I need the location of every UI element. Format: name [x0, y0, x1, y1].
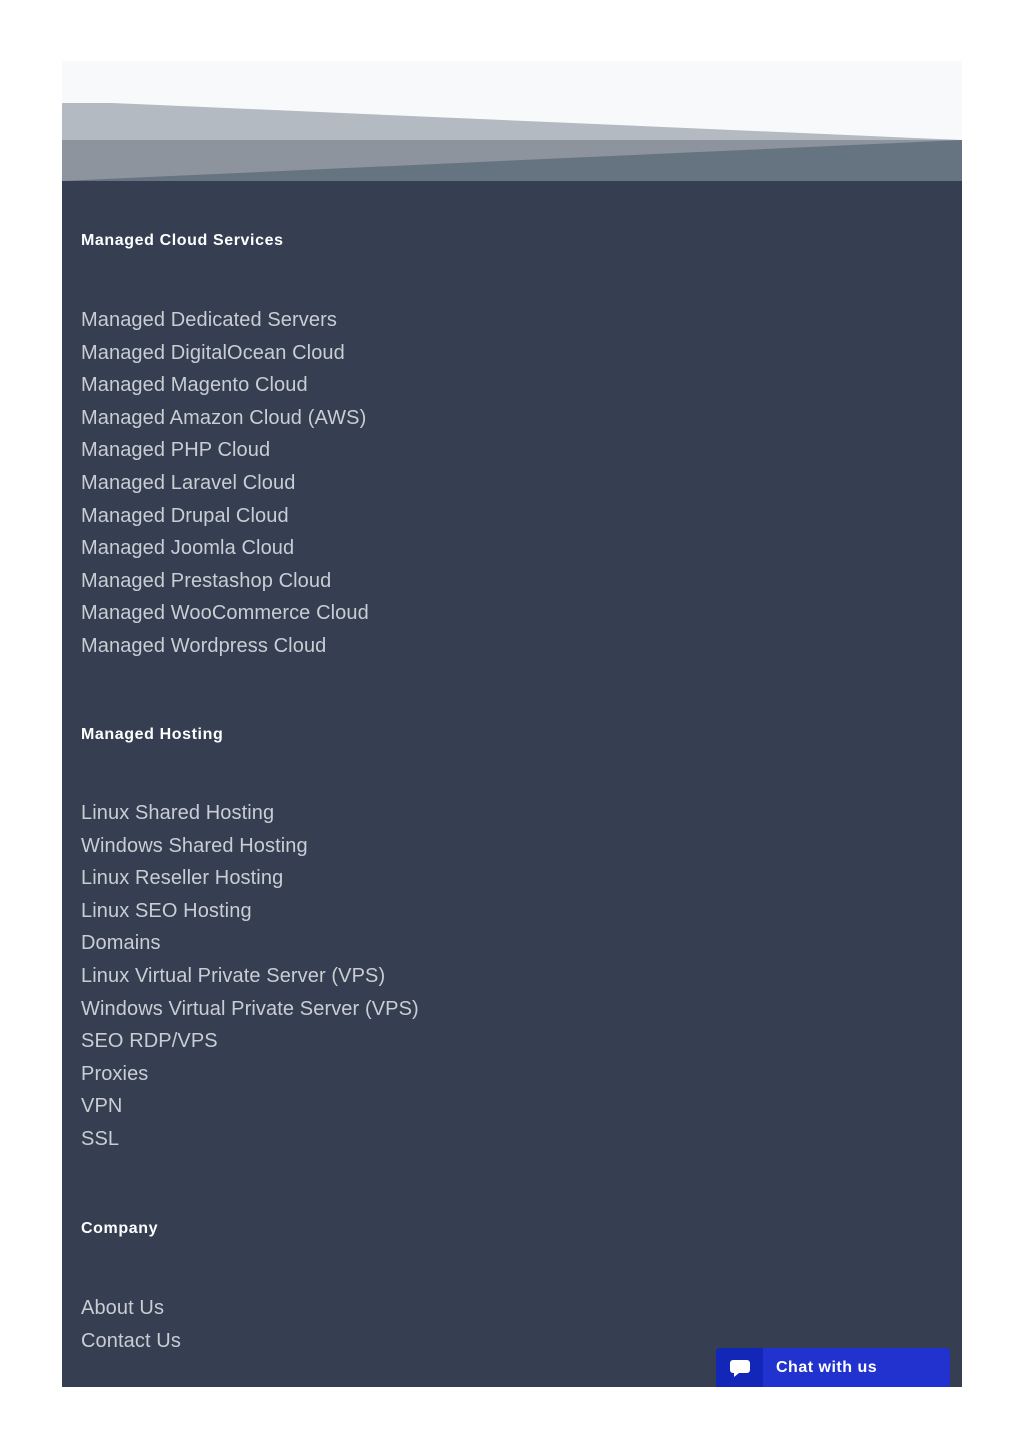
list-item — [81, 402, 369, 435]
list-item — [81, 927, 419, 960]
list-item — [81, 630, 369, 663]
footer-link-linux-reseller-hosting[interactable]: Linux Reseller Hosting — [81, 867, 284, 890]
footer-decorative-wave — [62, 61, 962, 181]
list-item — [81, 337, 369, 370]
footer-link-ssl[interactable]: SSL — [81, 1127, 120, 1150]
list-item — [81, 960, 419, 993]
list-item — [81, 830, 419, 863]
list-item — [81, 500, 369, 533]
list-item — [81, 369, 369, 402]
footer-link-vpn[interactable]: VPN — [81, 1095, 123, 1118]
footer-link-managed-drupal-cloud[interactable]: Managed Drupal Cloud — [81, 504, 289, 527]
footer-link-domains[interactable]: Domains — [81, 932, 161, 955]
footer-link-managed-prestashop-cloud[interactable]: Managed Prestashop Cloud — [81, 569, 332, 592]
list-item — [81, 1325, 181, 1358]
footer-link-windows-vps[interactable]: Windows Virtual Private Server (VPS) — [81, 997, 419, 1020]
list-item — [81, 467, 369, 500]
list-item — [81, 993, 419, 1026]
footer-section-company — [81, 1219, 181, 1352]
footer-section-managed-cloud — [81, 231, 369, 657]
footer-link-windows-shared-hosting[interactable]: Windows Shared Hosting — [81, 834, 308, 857]
footer-link-managed-laravel-cloud[interactable]: Managed Laravel Cloud — [81, 471, 296, 494]
chat-bubble-icon — [716, 1348, 763, 1387]
footer-link-proxies[interactable]: Proxies — [81, 1062, 149, 1085]
list-item — [81, 1123, 419, 1156]
footer-section-managed-hosting — [81, 725, 419, 1150]
footer-link-managed-woocommerce-cloud[interactable]: Managed WooCommerce Cloud — [81, 602, 369, 625]
list-item — [81, 597, 369, 630]
footer-link-contact-us[interactable]: Contact Us — [81, 1329, 181, 1352]
link-list — [81, 1292, 181, 1357]
link-list — [81, 797, 419, 1156]
list-item — [81, 1058, 419, 1091]
footer-link-managed-magento-cloud[interactable]: Managed Magento Cloud — [81, 374, 308, 397]
list-item — [81, 1090, 419, 1123]
footer-link-seo-rdp-vps[interactable]: SEO RDP/VPS — [81, 1030, 218, 1053]
section-title: Company — [81, 1220, 159, 1237]
list-item — [81, 304, 369, 337]
footer-link-about-us[interactable]: About Us — [81, 1297, 165, 1319]
footer-link-managed-dedicated-servers[interactable]: Managed Dedicated Servers — [81, 309, 337, 331]
list-item — [81, 895, 419, 928]
section-title: Managed Cloud Services — [81, 232, 284, 249]
list-item — [81, 532, 369, 565]
chat-label: Chat with us — [776, 1358, 878, 1376]
chat-bubble-icon-graphic — [729, 1357, 751, 1379]
section-title: Managed Hosting — [81, 726, 224, 743]
footer-link-managed-wordpress-cloud[interactable]: Managed Wordpress Cloud — [81, 634, 327, 657]
footer-link-linux-vps[interactable]: Linux Virtual Private Server (VPS) — [81, 964, 386, 987]
list-item — [81, 797, 419, 830]
footer-link-linux-seo-hosting[interactable]: Linux SEO Hosting — [81, 899, 252, 922]
list-item — [81, 1025, 419, 1058]
site-footer — [62, 61, 962, 1387]
link-list — [81, 304, 369, 663]
footer-link-linux-shared-hosting[interactable]: Linux Shared Hosting — [81, 802, 275, 824]
list-item — [81, 862, 419, 895]
list-item — [81, 1292, 181, 1325]
list-item — [81, 565, 369, 598]
footer-wave-graphic — [62, 61, 962, 181]
footer-link-managed-php-cloud[interactable]: Managed PHP Cloud — [81, 439, 271, 462]
footer-link-managed-digitalocean-cloud[interactable]: Managed DigitalOcean Cloud — [81, 341, 345, 364]
footer-link-managed-aws-cloud[interactable]: Managed Amazon Cloud (AWS) — [81, 406, 367, 429]
list-item — [81, 434, 369, 467]
footer-link-managed-joomla-cloud[interactable]: Managed Joomla Cloud — [81, 537, 295, 560]
chat-with-us-button[interactable] — [716, 1348, 950, 1387]
